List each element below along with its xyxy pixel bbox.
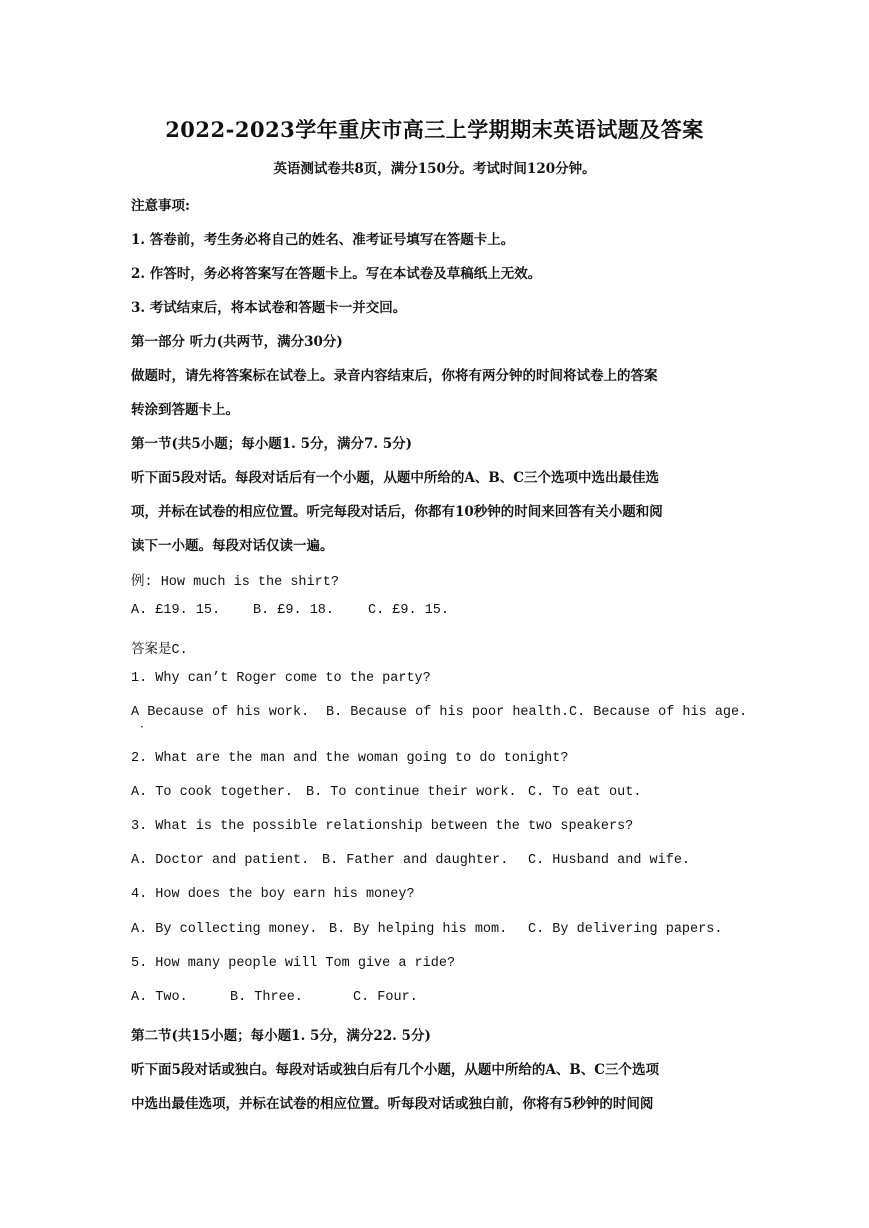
note-item: 2. 作答时，务必将答案写在答题卡上。写在本试卷及草稿纸上无效。	[131, 266, 542, 282]
option-a: A. To cook together.	[131, 785, 294, 800]
exam-info: 英语测试卷共8页，满分150分。考试时间120分钟。	[273, 161, 596, 177]
section1-heading: 第一节(共5小题；每小题1. 5分，满分7. 5分)	[131, 436, 413, 452]
question-2-options	[131, 785, 641, 800]
question-3: 3. What is the possible relationship between the two speakers?	[131, 819, 634, 834]
section1-instruction: 项，并标在试卷的相应位置。听完每段对话后，你都有10秒钟的时间来回答有关小题和阅	[131, 504, 663, 520]
option-a: A. Doctor and patient.	[131, 853, 310, 868]
section2-heading: 第二节(共15小题；每小题1. 5分，满分22. 5分)	[131, 1028, 431, 1044]
option-c: C. £9. 15.	[368, 603, 450, 618]
option-a: A. £19. 15.	[131, 603, 221, 618]
question-4: 4. How does the boy earn his money?	[131, 887, 415, 902]
option-b: B. To continue their work.	[306, 785, 517, 800]
section2-instruction: 中选出最佳选项，并标在试卷的相应位置。听每段对话或独白前，你将有5秒钟的时间阅	[131, 1096, 654, 1112]
example-answer: 答案是C.	[131, 643, 188, 658]
section2-instruction: 听下面5段对话或独白。每段对话或独白后有几个小题，从题中所给的A、B、C三个选项	[131, 1062, 660, 1078]
option-c: C. Because of his age.	[569, 705, 748, 720]
question-5: 5. How many people will Tom give a ride?	[131, 956, 456, 971]
option-c: C. Four.	[353, 990, 418, 1005]
question-3-options	[131, 853, 690, 868]
stray-dot: ·	[140, 720, 144, 734]
question-1-options	[131, 705, 747, 720]
option-a: A. Two.	[131, 990, 188, 1005]
section1-instruction: 读下一小题。每段对话仅读一遍。	[131, 538, 334, 554]
option-a: A Because of his work.	[131, 705, 310, 720]
option-a: A. By collecting money.	[131, 922, 318, 937]
page-title: 2022-2023学年重庆市高三上学期期末英语试题及答案	[165, 117, 704, 142]
question-2: 2. What are the man and the woman going to do tonight?	[131, 751, 569, 766]
option-b: B. £9. 18.	[253, 603, 335, 618]
option-c: C. By delivering papers.	[528, 922, 723, 937]
part1-heading: 第一部分 听力(共两节，满分30分)	[131, 334, 343, 350]
question-5-options	[131, 990, 418, 1005]
section1-instruction: 听下面5段对话。每段对话后有一个小题，从题中所给的A、B、C三个选项中选出最佳选	[131, 470, 660, 486]
part1-instruction: 做题时，请先将答案标在试卷上。录音内容结束后，你将有两分钟的时间将试卷上的答案	[131, 368, 658, 384]
option-b: B. Father and daughter.	[322, 853, 509, 868]
option-c: C. To eat out.	[528, 785, 642, 800]
example-options	[131, 603, 449, 618]
option-b: B. Because of his poor health.	[326, 705, 570, 720]
note-item: 1. 答卷前，考生务必将自己的姓名、准考证号填写在答题卡上。	[131, 232, 515, 248]
part1-instruction: 转涂到答题卡上。	[131, 402, 239, 418]
notes-heading: 注意事项:	[131, 198, 190, 214]
example-question: 例: How much is the shirt?	[131, 575, 339, 590]
question-4-options	[131, 922, 722, 937]
question-1: 1. Why can’t Roger come to the party?	[131, 671, 431, 686]
note-item: 3. 考试结束后，将本试卷和答题卡一并交回。	[131, 300, 407, 316]
option-c: C. Husband and wife.	[528, 853, 691, 868]
option-b: B. By helping his mom.	[329, 922, 508, 937]
option-b: B. Three.	[230, 990, 303, 1005]
